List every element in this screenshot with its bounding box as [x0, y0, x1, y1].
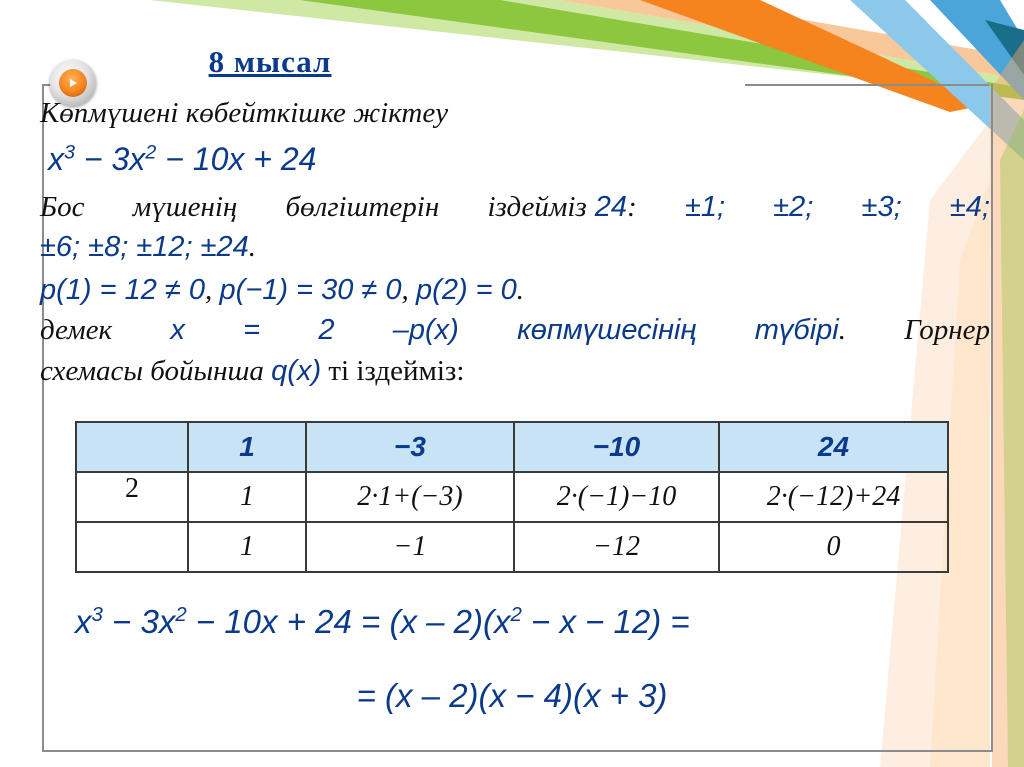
text-line-4: демек x = 2 –p(x) көпмүшесінің түбірі. Горнер [40, 314, 990, 346]
subtitle: Көпмүшені көбейткішке жіктеу [40, 97, 449, 129]
table-cell: 2·(−1)−10 [514, 472, 719, 522]
table-cell [76, 522, 188, 572]
table-cell: −12 [514, 522, 719, 572]
table-cell: −1 [306, 522, 514, 572]
table-cell: 24 [719, 422, 948, 472]
text-line-1: Бос мүшенің бөлгіштерін іздейміз 24: ±1; ±2; ±3; ±4; [40, 191, 990, 223]
text-line-3: p(1) = 12 ≠ 0, p(−1) = 30 ≠ 0, p(2) = 0. [40, 274, 525, 306]
table-cell: −3 [306, 422, 514, 472]
table-row [76, 522, 948, 572]
table-cell: 1 [188, 472, 306, 522]
table-cell: 2·(−12)+24 [719, 472, 948, 522]
table-cell: 0 [719, 522, 948, 572]
table-cell: 2 [76, 472, 188, 522]
polynomial: $x^3 - 3x^2 - 10x + 24$ [48, 141, 317, 177]
table-cell: −10 [514, 422, 719, 472]
table-cell: 1 [188, 422, 306, 472]
page-title: 8 мысал [208, 44, 332, 79]
text-line-2: ±6; ±8; ±12; ±24. [40, 231, 257, 263]
factorization-line-1: $x^3 - 3x^2 - 10x + 24 = (x - 2)(x^2 - x - 12)$ = [75, 603, 690, 640]
table-row [76, 472, 948, 522]
table-row [76, 422, 948, 472]
horner-table [75, 421, 949, 573]
table-cell [76, 422, 188, 472]
content-frame [42, 84, 993, 752]
table-cell: 2·1+(−3) [306, 472, 514, 522]
free-term: 24 [594, 191, 628, 223]
text-line-5: схемасы бойынша q(x) ті іздейміз: [40, 355, 465, 387]
factorization-line-2: = (x – 2)(x − 4)(x + 3) [356, 677, 668, 714]
table-cell: 1 [188, 522, 306, 572]
